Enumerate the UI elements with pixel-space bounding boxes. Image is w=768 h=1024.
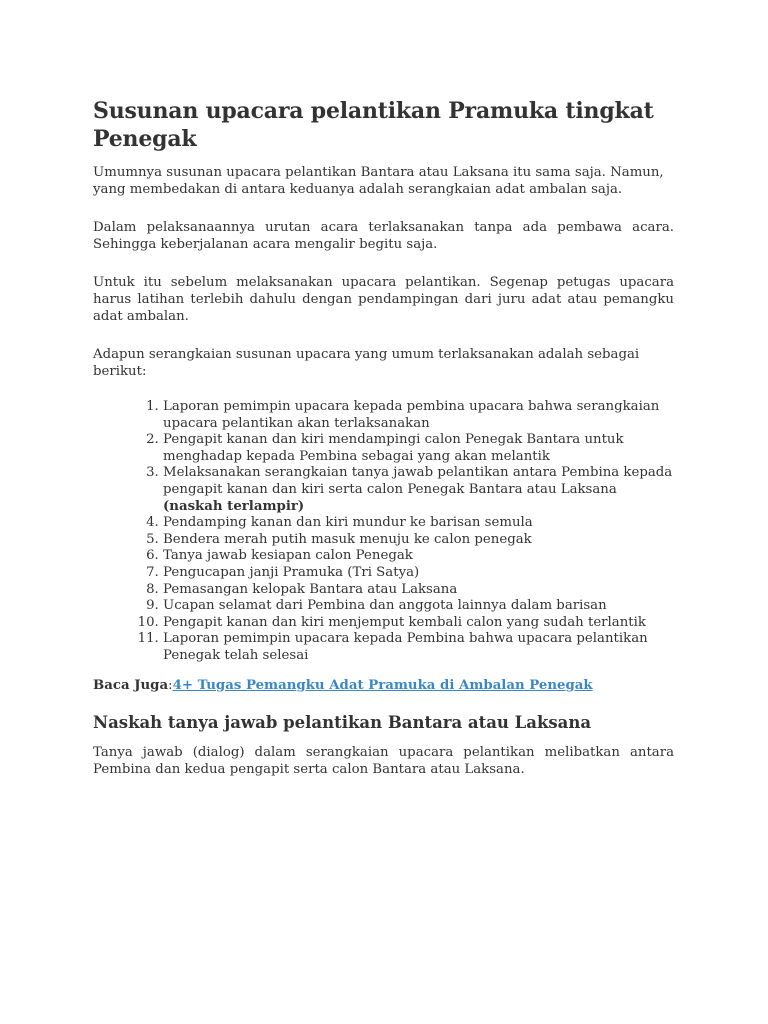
read-also: Baca Juga:4+ Tugas Pemangku Adat Pramuka di Ambalan Penegak <box>93 677 593 693</box>
list-item: 10. Pengapit kanan dan kiri menjemput kembali calon yang sudah terlantik <box>163 615 674 632</box>
paragraph-3: Untuk itu sebelum melaksanakan upacara pelantikan. Segenap petugas upacara harus latihan terlebih dahulu dengan pendampingan dari juru adat atau pemangku adat ambalan. <box>93 275 674 324</box>
list-item: 8. Pemasangan kelopak Bantara atau Laksana <box>163 582 674 599</box>
list-item: 7. Pengucapan janji Pramuka (Tri Satya) <box>163 565 674 582</box>
list-item: 9. Ucapan selamat dari Pembina dan anggota lainnya dalam barisan <box>163 598 674 615</box>
list-item: 6. Tanya jawab kesiapan calon Penegak <box>163 548 674 565</box>
paragraph-4: Adapun serangkaian susunan upacara yang umum terlaksanakan adalah sebagai berikut: <box>93 347 640 379</box>
closing-paragraph: Tanya jawab (dialog) dalam serangkaian upacara pelantikan melibatkan antara Pembina dan kedua pengapit serta calon Bantara atau Laksana. <box>93 744 674 777</box>
list-item: 11. Laporan pemimpin upacara kepada Pembina bahwa upacara pelantikan Penegak telah selesai <box>163 631 674 664</box>
list-item: 2. Pengapit kanan dan kiri mendampingi calon Penegak Bantara untuk menghadap kepada Pembina sebagai yang akan melantik <box>163 432 674 465</box>
read-also-link[interactable]: 4+ Tugas Pemangku Adat Pramuka di Ambalan Penegak <box>172 677 593 693</box>
ceremony-steps-list <box>93 399 674 665</box>
page-title: Susunan upacara pelantikan Pramuka tingkat Penegak <box>93 98 654 152</box>
list-item: 4. Pendamping kanan dan kiri mundur ke barisan semula <box>163 515 674 532</box>
section-heading: Naskah tanya jawab pelantikan Bantara atau Laksana <box>93 712 592 732</box>
list-item-bold-note: (naskah terlampir) <box>163 498 305 514</box>
paragraph-2: Dalam pelaksanaannya urutan acara terlaksanakan tanpa ada pembawa acara. Sehingga keberjalanan acara mengalir begitu saja. <box>93 220 674 252</box>
list-item: 3. Melaksanakan serangkaian tanya jawab pelantikan antara Pembina kepada pengapit kanan dan kiri serta calon Penegak Bantara atau Laksana (naskah terlampir) <box>163 465 674 515</box>
list-item: 1. Laporan pemimpin upacara kepada pembina upacara bahwa serangkaian upacara pelantikan akan terlaksanakan <box>163 399 674 432</box>
paragraph-1: Umumnya susunan upacara pelantikan Bantara atau Laksana itu sama saja. Namun, yang membedakan di antara keduanya adalah serangkaian adat ambalan saja. <box>93 165 664 197</box>
read-also-label: Baca Juga <box>93 677 169 693</box>
list-item: 5. Bendera merah putih masuk menuju ke calon penegak <box>163 532 674 549</box>
